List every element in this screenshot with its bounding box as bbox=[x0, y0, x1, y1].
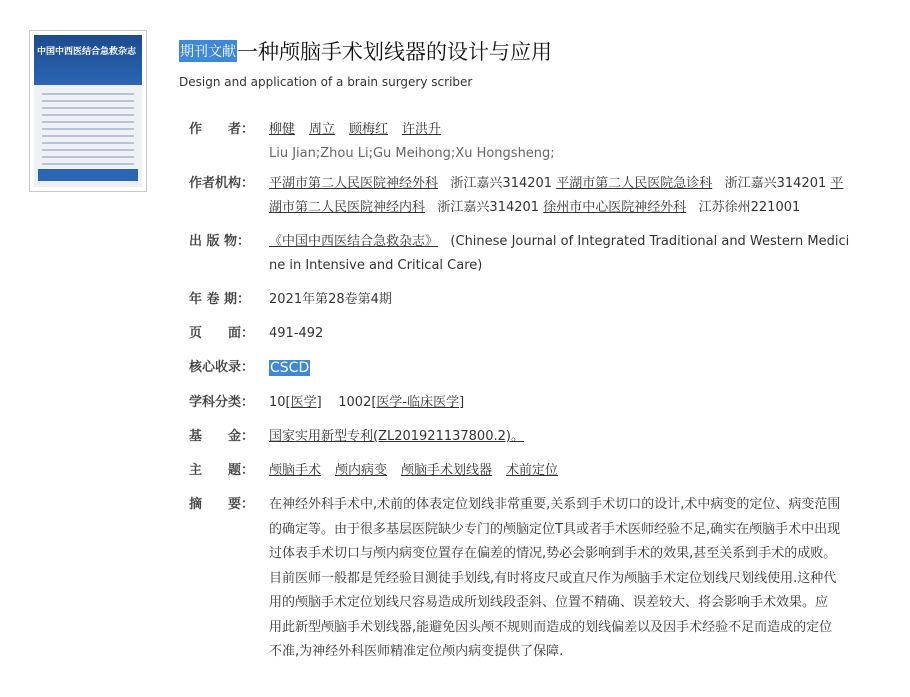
affiliation-postcode: 浙江嘉兴314201 bbox=[437, 200, 540, 215]
cover-footer-bar bbox=[38, 169, 138, 181]
cover-journal-title: 中国中西医结合急救杂志 bbox=[37, 47, 137, 57]
subject-label: 学科分类： bbox=[189, 395, 255, 410]
abstract-line: 目前医师一般都是凭经验目测徒手划线,有时将皮尺或直尺作为颅脑手术定位划线尺划线使用.这种代 bbox=[269, 570, 837, 586]
affiliation-postcode: 江苏徐州221001 bbox=[698, 200, 801, 215]
cover-artwork bbox=[34, 35, 142, 187]
authors-label: 作 者： bbox=[189, 122, 255, 137]
subject-code: 1002 bbox=[338, 395, 372, 410]
author-link[interactable]: 柳健 bbox=[269, 122, 296, 137]
keyword-link[interactable]: 颅内病变 bbox=[335, 463, 388, 478]
core-index-label: 核心收录： bbox=[189, 360, 255, 375]
abstract-line: 用的颅脑手术定位划线尺容易造成所划线段歪斜、位置不精确、误差较大、将会影响手术效果。应 bbox=[269, 595, 829, 610]
abstract-line: 在神经外科手术中,术前的体表定位划线非常重要,关系到手术切口的设计,术中病变的定位、病变范围 bbox=[269, 497, 841, 512]
affiliation-link[interactable]: 平湖市第二人民医院神经外科 bbox=[269, 176, 439, 191]
abstract-line: 不准,为神经外科医师精准定位颅内病变提供了保障. bbox=[269, 644, 564, 659]
abstract-line: 的确定等。由于很多基层医院缺少专门的颅脑定位T具或者手术医师经验不足,确实在颅脑手术中出现 bbox=[269, 521, 841, 537]
journal-link[interactable]: 《中国中西医结合急救杂志》 bbox=[269, 234, 439, 249]
pages-label: 页 面： bbox=[189, 326, 255, 341]
fund-link[interactable]: 国家实用新型专利(ZL201921137800.2)。 bbox=[269, 429, 524, 444]
abstract-line: 用此新型颅脑手术划线器,能避免因头颅不规则而造成的划线偏差以及因手术经验不足而造成的定位 bbox=[269, 619, 833, 635]
article-english-title: Design and application of a brain surgery scriber bbox=[179, 75, 473, 89]
affiliation-link[interactable]: 平湖市第二人民医院急诊科 bbox=[556, 176, 713, 191]
volume-value: 2021年第28卷第4期 bbox=[269, 292, 392, 307]
journal-english-name-cont: ne in Intensive and Critical Care) bbox=[269, 258, 483, 273]
affiliation-link[interactable]: 平 bbox=[830, 176, 844, 191]
article-title-row bbox=[179, 36, 552, 66]
subject-code: 10 bbox=[269, 395, 286, 410]
author-link[interactable]: 许洪升 bbox=[402, 122, 442, 137]
keywords-label: 主 题： bbox=[189, 463, 255, 478]
authors-english: Liu Jian;Zhou Li;Gu Meihong;Xu Hongsheng; bbox=[269, 146, 555, 161]
affiliation-label: 作者机构： bbox=[189, 176, 255, 191]
affiliation-link[interactable]: 湖市第二人民医院神经内科 bbox=[269, 200, 426, 215]
article-title: 一种颅脑手术划线器的设计与应用 bbox=[237, 40, 552, 64]
fund-label: 基 金： bbox=[189, 429, 255, 444]
publication-label: 出 版 物： bbox=[189, 234, 251, 249]
affiliation-link[interactable]: 徐州市中心医院神经外科 bbox=[543, 200, 687, 215]
keyword-link[interactable]: 颅脑手术划线器 bbox=[401, 463, 493, 478]
affiliation-postcode: 浙江嘉兴314201 bbox=[450, 176, 553, 191]
abstract-text bbox=[269, 493, 881, 665]
keyword-link[interactable]: 术前定位 bbox=[506, 463, 559, 478]
subject-link[interactable]: 医学-临床医学 bbox=[376, 395, 460, 410]
keyword-link[interactable]: 颅脑手术 bbox=[269, 463, 322, 478]
core-index-badge: CSCD bbox=[270, 360, 310, 376]
abstract-line: 过体表手术切口与颅内病变位置存在偏差的情况,势必会影响到手术的效果,甚至关系到手术的成败。 bbox=[269, 546, 837, 561]
pages-value: 491-492 bbox=[269, 326, 324, 341]
affiliation-postcode: 浙江嘉兴314201 bbox=[724, 176, 827, 191]
author-link[interactable]: 顾梅红 bbox=[349, 122, 389, 137]
volume-label: 年 卷 期： bbox=[189, 292, 251, 307]
journal-cover-image[interactable] bbox=[29, 30, 147, 192]
cover-header bbox=[34, 35, 142, 85]
subject-link[interactable]: 医学 bbox=[290, 395, 317, 410]
journal-english-name: (Chinese Journal of Integrated Traditional and Western Medici bbox=[450, 234, 850, 249]
author-link[interactable]: 周立 bbox=[309, 122, 336, 137]
abstract-label: 摘 要： bbox=[189, 497, 255, 512]
document-type-tag: 期刊文献 bbox=[179, 40, 237, 62]
